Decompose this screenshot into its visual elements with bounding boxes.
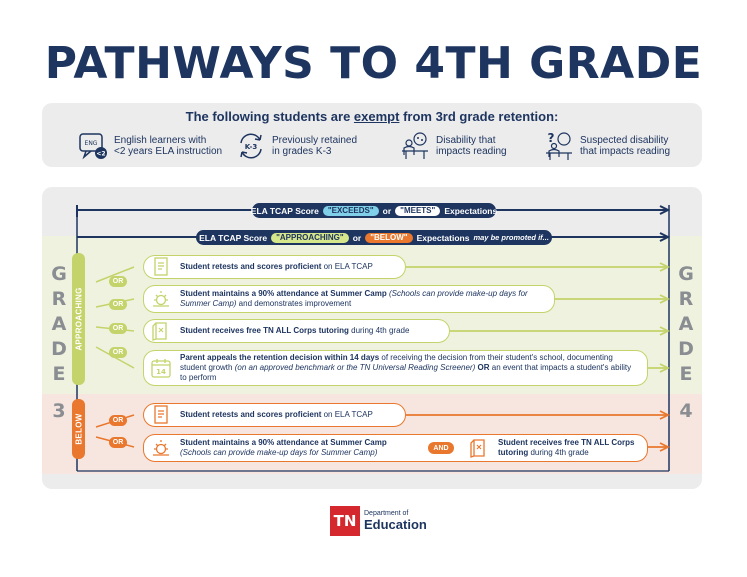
- pill-or: or: [382, 205, 392, 216]
- condition-text: [180, 410, 373, 420]
- below-bar: [72, 399, 85, 459]
- approaching-label: APPROACHING: [74, 287, 83, 351]
- condition-rest: on ELA TCAP: [321, 262, 373, 271]
- book-icon: [150, 320, 172, 342]
- or-badge: OR: [109, 437, 127, 448]
- document-icon: [150, 256, 172, 278]
- logo-department: Department of: [364, 510, 409, 517]
- or-badge: OR: [109, 415, 127, 426]
- exempt-item-english-learners: [78, 131, 222, 161]
- approaching-tag: "APPROACHING": [271, 233, 349, 243]
- grade-letter: A: [51, 313, 67, 335]
- condition-bold: Student retests and scores proficient: [180, 410, 322, 419]
- grade-letter: G: [678, 263, 694, 285]
- condition-text: [180, 289, 546, 309]
- student-desk-icon: [400, 131, 430, 161]
- condition-summer-and-tutoring: [143, 434, 648, 462]
- grade-letter: R: [51, 288, 67, 310]
- pathway-diagram: [42, 187, 702, 489]
- condition-rest: during 4th grade: [348, 326, 410, 335]
- calendar-icon: [150, 357, 172, 379]
- condition-tutoring: [143, 319, 450, 343]
- exempt-item-disability: [400, 131, 507, 161]
- exempt-heading: [42, 109, 702, 124]
- book-icon: [468, 437, 490, 459]
- exempt-heading-end: from 3rd grade retention:: [399, 109, 559, 124]
- exceeds-tag: "EXCEEDS": [323, 206, 379, 216]
- condition-retest: [143, 255, 406, 279]
- condition-bold: Student receives free TN ALL Corps tutoring: [180, 326, 349, 335]
- grade3-number: 3: [52, 400, 66, 422]
- grade-letter: E: [52, 363, 66, 385]
- svg-text:?: ?: [547, 131, 555, 145]
- exempt-heading-start: The following students are: [185, 109, 354, 124]
- grade-letter: A: [678, 313, 694, 335]
- exempt-item-line: Suspected disability: [580, 135, 669, 146]
- below-label: BELOW: [74, 413, 83, 445]
- condition-bold: Parent appeals the retention decision within 14 days: [180, 353, 380, 362]
- condition-rest: of receiving the decision from their student's school, documenting student growth: [180, 353, 613, 372]
- condition-italic: (Schools can provide make-up days for Summer Camp): [180, 448, 378, 457]
- pill-suffix: Expectations: [444, 205, 498, 216]
- exempt-item-line: that impacts reading: [580, 146, 671, 157]
- tn-education-logo: [330, 506, 427, 536]
- exempt-panel: [42, 103, 702, 167]
- grade4-label: [676, 262, 696, 387]
- pill-suffix: Expectations: [416, 232, 470, 243]
- grade3-label: [49, 262, 69, 387]
- grade-letter: D: [678, 338, 694, 360]
- condition-rest: an event that impacts a student's ability to perform: [180, 363, 632, 382]
- exempt-item-line: in grades K-3: [272, 146, 332, 157]
- english-learner-icon-text: ENG: [84, 140, 98, 147]
- or-badge: OR: [109, 323, 127, 334]
- question-student-icon: [544, 131, 574, 161]
- grade-letter: E: [679, 363, 693, 385]
- retained-cycle-icon: [236, 131, 266, 161]
- retained-cycle-icon-text: K-3: [244, 143, 258, 151]
- approaching-below-pill: [196, 230, 552, 245]
- logo-words: [364, 510, 427, 532]
- promotion-note: may be promoted if...: [473, 233, 549, 242]
- exempt-heading-emphasis: exempt: [353, 109, 400, 124]
- english-learner-icon: [78, 131, 108, 161]
- condition-bold: OR: [475, 363, 490, 372]
- condition-text: [180, 326, 409, 336]
- condition-bold: Student maintains a 90% attendance at Summer Camp: [180, 289, 387, 298]
- sun-icon: [150, 437, 172, 459]
- exempt-item-line: <2 years ELA instruction: [114, 146, 223, 157]
- pill-prefix: ELA TCAP Score: [250, 205, 319, 216]
- grade-letter: R: [678, 288, 694, 310]
- condition-bold: Student maintains a 90% attendance at Summer Camp: [180, 438, 387, 447]
- condition-italic: (Schools can provide make-up days for Summer Camp): [180, 289, 528, 308]
- condition-retest-below: [143, 403, 406, 427]
- or-badge: OR: [109, 276, 127, 287]
- exempt-item-line: Previously retained: [272, 135, 358, 146]
- pill-prefix: ELA TCAP Score: [199, 232, 268, 243]
- condition-text: [180, 438, 412, 458]
- grade-letter: G: [51, 263, 67, 285]
- english-learner-badge: <2: [96, 150, 106, 158]
- exempt-item-suspected-disability: [544, 131, 670, 161]
- condition-rest: during 4th grade: [528, 448, 589, 457]
- pill-or: or: [352, 232, 362, 243]
- condition-text: [180, 353, 639, 383]
- or-badge: OR: [109, 347, 127, 358]
- approaching-bar: [72, 253, 85, 385]
- exempt-item-line: Disability that: [436, 135, 496, 146]
- tn-logo-mark: TN: [330, 506, 360, 536]
- exempt-item-previously-retained: [236, 131, 357, 161]
- condition-parent-appeal: [143, 350, 648, 386]
- document-icon: [150, 404, 172, 426]
- sun-icon: [150, 288, 172, 310]
- exempt-item-line: English learners with: [114, 135, 207, 146]
- calendar-day: 14: [156, 368, 166, 376]
- exceeds-meets-pill: [252, 203, 496, 218]
- logo-education: Education: [364, 517, 427, 532]
- grade4-number: 4: [679, 400, 693, 422]
- condition-italic: (on an approved benchmark or the TN Universal Reading Screener): [232, 363, 476, 372]
- and-badge: AND: [428, 442, 454, 454]
- condition-rest: and demonstrates improvement: [236, 299, 352, 308]
- condition-text: [180, 262, 373, 272]
- below-tag: "BELOW": [365, 233, 412, 243]
- or-badge: OR: [109, 299, 127, 310]
- condition-bold: Student retests and scores proficient: [180, 262, 322, 271]
- meets-tag: "MEETS": [395, 206, 440, 216]
- grade-letter: D: [51, 338, 67, 360]
- condition-rest: on ELA TCAP: [321, 410, 373, 419]
- condition-summer-camp: [143, 285, 555, 313]
- page-title: PATHWAYS TO 4TH GRADE: [44, 38, 703, 89]
- condition-bold: Student receives free TN ALL Corps tutoring: [498, 438, 635, 457]
- condition-text: [498, 438, 638, 458]
- exempt-item-line: impacts reading: [436, 146, 507, 157]
